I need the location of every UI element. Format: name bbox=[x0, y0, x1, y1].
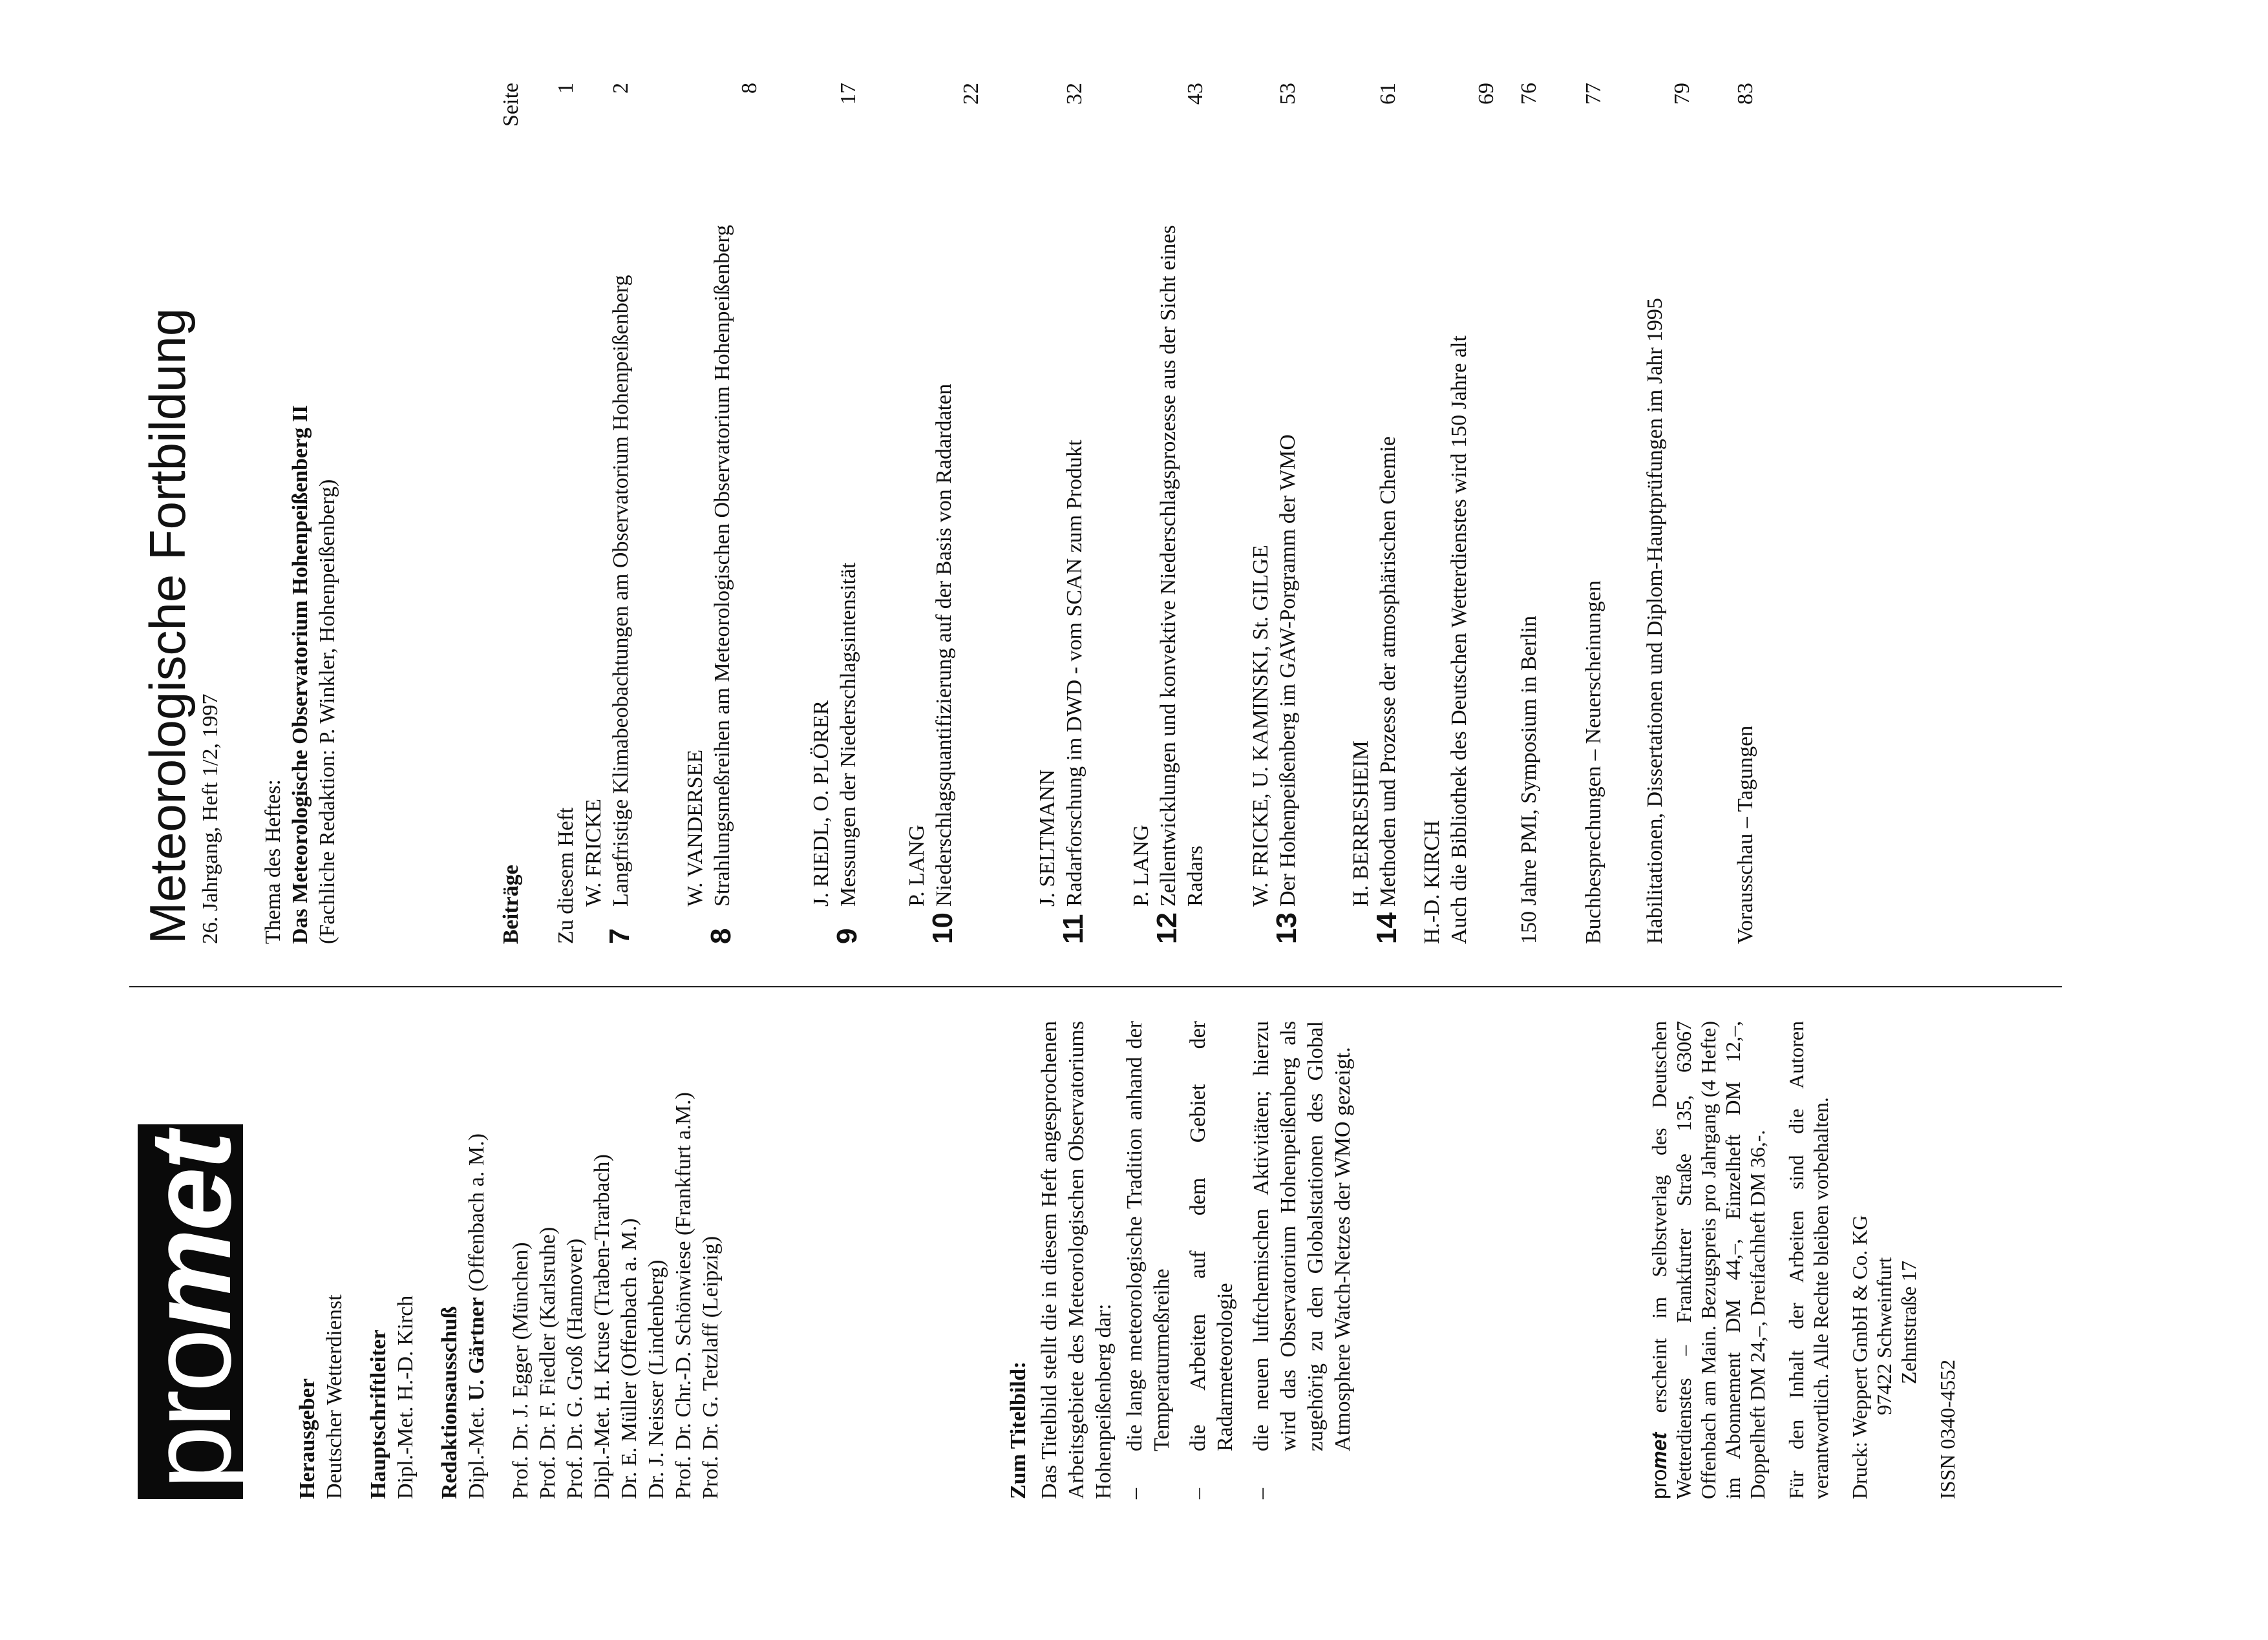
druck-name: Weppert GmbH & Co. KG bbox=[1848, 1215, 1871, 1437]
toc-entry-author: W. FRICKE, U. KAMINSKI, St. GILGE bbox=[1249, 545, 1273, 907]
toc-entry bbox=[1642, 83, 1694, 944]
theme-label: Thema des Heftes: bbox=[261, 779, 285, 944]
masthead bbox=[294, 853, 725, 1499]
logo-pro: pro bbox=[125, 1330, 255, 1489]
titelbild-heading: Zum Titelbild: bbox=[1006, 1361, 1030, 1499]
toc-entry-text: Buchbesprechungen – Neuerscheinungen bbox=[1582, 580, 1606, 944]
board-member: Prof. Dr. F. Fiedler (Karlsruhe) bbox=[536, 1226, 560, 1499]
hauptschriftleiter-label: Hauptschriftleiter bbox=[366, 1329, 390, 1499]
promet-logo bbox=[125, 1124, 255, 1499]
toc-entry-number: 11 bbox=[1057, 914, 1089, 944]
hauptschriftleiter-value: Dipl.-Met. H.-D. Kirch bbox=[394, 1295, 418, 1499]
druck-city: 97422 Schweinfurt bbox=[1872, 1257, 1896, 1415]
toc-entry-page: 22 bbox=[959, 83, 983, 105]
titelbild-list bbox=[1121, 1021, 1357, 1499]
toc-entry-text: Habilitationen, Dissertationen und Diplom-Hauptprüfungen im Jahr 1995 bbox=[1643, 298, 1667, 944]
page-title: Meteorologische Fortbildung bbox=[139, 308, 196, 944]
imprint-brand-met: met bbox=[1648, 1432, 1671, 1469]
toc-entry-author: P. LANG bbox=[905, 825, 929, 907]
redaktion-lead-name: U. Gärtner bbox=[465, 1297, 489, 1401]
toc-entry-author: W. FRICKE bbox=[582, 799, 606, 907]
toc-entry-text: Langfristige Klimabeobachtungen am Observatorium Hohenpeißenberg bbox=[609, 275, 633, 907]
redaktion-lead-place: (Offenbach a. M.) bbox=[465, 1133, 489, 1292]
toc-entry-text: Vorausschau – Tagungen bbox=[1733, 725, 1757, 944]
section-divider-line bbox=[129, 986, 2062, 987]
toc-entry-page: 1 bbox=[554, 83, 578, 94]
list-dash: – bbox=[1123, 1488, 1147, 1499]
toc-entry bbox=[1732, 83, 1759, 944]
toc-entry-page: 43 bbox=[1183, 83, 1207, 105]
toc-entry-page: 32 bbox=[1063, 83, 1086, 105]
issue-theme bbox=[260, 233, 341, 944]
theme-editor: (Fachliche Redaktion: P. Winkler, Hohenpeißenberg) bbox=[315, 479, 339, 944]
toc-entry bbox=[682, 83, 761, 944]
toc-entry-number: 8 bbox=[705, 928, 737, 944]
druck-street: Zehntstraße 17 bbox=[1897, 1260, 1920, 1384]
list-item-text: die neuen luftchemischen Aktivitäten; hierzu wird das Observatorium Hohenpeißenberg als zugehörig zu den Globalstationen des Global Atmosphere Watch-Netzes der WMO gezeigt. bbox=[1249, 1021, 1355, 1451]
list-dash: – bbox=[1249, 1488, 1273, 1499]
toc-entry bbox=[1128, 83, 1209, 944]
redaktion-lead-prefix: Dipl.-Met. bbox=[465, 1406, 489, 1499]
redaktion-lead bbox=[463, 853, 491, 1499]
toc-entry-number: 10 bbox=[927, 912, 959, 944]
toc-entry-number: 7 bbox=[604, 928, 635, 944]
toc-entry-author: J. RIEDL, O. PLÖRER bbox=[809, 700, 833, 907]
issue-line: 26. Jahrgang, Heft 1/2, 1997 bbox=[198, 693, 222, 944]
toc-entry bbox=[1580, 83, 1607, 944]
imprint-issn: ISSN 0340-4552 bbox=[1936, 1359, 1959, 1499]
toc-entry-author: J. SELTMANN bbox=[1035, 769, 1059, 907]
board-member: Prof. Dr. Chr.-D. Schönwiese (Frankfurt a.M.) bbox=[672, 1092, 695, 1499]
imprint bbox=[1647, 1021, 1974, 1499]
list-item bbox=[1248, 1021, 1357, 1499]
imprint-printer bbox=[1847, 1021, 1921, 1499]
editorial-board-group bbox=[436, 853, 491, 1499]
list-item-text: die lange meteorologische Tradition anhand der Temperaturmeßreihe bbox=[1123, 1021, 1174, 1451]
toc-entry-author: H.-D. KIRCH bbox=[1420, 820, 1444, 944]
toc-entry bbox=[1419, 83, 1498, 944]
toc-entry bbox=[1247, 83, 1302, 944]
toc-entry-number: 13 bbox=[1271, 912, 1302, 944]
toc-entry bbox=[580, 83, 635, 944]
toc-entry-text: Radarforschung im DWD - vom SCAN zum Produkt bbox=[1063, 439, 1086, 907]
list-item bbox=[1185, 1021, 1239, 1499]
list-dash: – bbox=[1186, 1488, 1210, 1499]
toc-entry bbox=[553, 83, 580, 944]
toc-entry-text: Auch die Bibliothek des Deutschen Wetterdienstes wird 150 Jahre alt bbox=[1447, 335, 1471, 944]
toc-entry bbox=[1348, 83, 1402, 944]
titelbild-intro: Das Titelbild stellt die in diesem Heft angesprochenen Arbeitsgebiete des Meteorologischen Observatoriums Hohenpeißenberg dar: bbox=[1037, 1021, 1116, 1499]
imprint-rights: Für den Inhalt der Arbeiten sind die Autoren verantwortlich. Alle Rechte bleiben vorbehalten. bbox=[1785, 1021, 1832, 1499]
toc-entry-page: 53 bbox=[1276, 83, 1300, 105]
beitraege-heading: Beiträge bbox=[499, 865, 523, 944]
toc-entry-page: 77 bbox=[1582, 83, 1606, 105]
toc-entry-page: 76 bbox=[1517, 83, 1541, 105]
toc-entry-number: 12 bbox=[1151, 912, 1183, 944]
board-member: Dr. J. Neisser (Lindenberg) bbox=[644, 1259, 668, 1499]
toc-entry-text: Der Hohenpeißenberg im GAW-Porgramm der WMO bbox=[1276, 434, 1300, 907]
toc-entry-text: Messungen der Niederschlagsintensität bbox=[836, 562, 860, 907]
toc-entry-text: 150 Jahre PMI, Symposium in Berlin bbox=[1517, 615, 1541, 944]
toc-entry bbox=[904, 83, 983, 944]
toc-entry-page: 2 bbox=[609, 83, 633, 94]
toc-entry-text: Zu diesem Heft bbox=[554, 807, 578, 944]
toc-entry-text: Strahlungsmeßreihen am Meteorologischen Observatorium Hohenpeißenberg bbox=[710, 225, 734, 907]
cover-description bbox=[1005, 1021, 1366, 1499]
toc-entry-page: 69 bbox=[1474, 83, 1498, 105]
toc-entry-author: P. LANG bbox=[1129, 825, 1153, 907]
board-member: Prof. Dr. G. Groß (Hannover) bbox=[563, 1238, 587, 1499]
toc-entry bbox=[1034, 83, 1088, 944]
publisher-group bbox=[294, 853, 348, 1499]
imprint-brand-pro: pro bbox=[1648, 1469, 1671, 1499]
list-item-text: die Arbeiten auf dem Gebiet der Radarmeteorologie bbox=[1186, 1021, 1237, 1451]
toc-entry-page: 61 bbox=[1376, 83, 1400, 105]
toc-entry bbox=[1516, 83, 1543, 944]
list-item bbox=[1121, 1021, 1176, 1499]
logo-met: met bbox=[125, 1134, 255, 1331]
toc-entry-page: 83 bbox=[1733, 83, 1757, 105]
toc-entry-text: Zellentwicklungen und konvektive Niederschlagsprozesse aus der Sicht eines Radars bbox=[1156, 225, 1207, 907]
herausgeber-label: Herausgeber bbox=[295, 1378, 319, 1499]
toc-entry-author: H. BERRESHEIM bbox=[1349, 741, 1373, 907]
imprint-erscheint: erscheint im Selbstverlag des Deutschen Wetterdienstes – Frankfurter Straße 135, 63067 Offenbach am Main. Bezugspreis pro Jahrgang (4 Hefte) im Abonnement DM 44,–, Einzelheft DM 12,–, Doppelheft DM 24,–, Dreifachheft DM 36,-. bbox=[1648, 1020, 1769, 1499]
board-member: Prof. Dr. G. Tetzlaff (Leipzig) bbox=[699, 1235, 723, 1499]
board-member: Dipl.-Met. H. Kruse (Traben-Trarbach) bbox=[590, 1154, 614, 1499]
toc-entry-text: Methoden und Prozesse der atmosphärischen Chemie bbox=[1376, 436, 1400, 907]
board-member: Dr. E. Müller (Offenbach a. M.) bbox=[617, 1218, 641, 1499]
toc-entry-author: W. VANDERSEE bbox=[683, 749, 707, 907]
seite-heading: Seite bbox=[499, 83, 523, 127]
chief-editor-group bbox=[365, 853, 419, 1499]
toc-entry bbox=[808, 83, 862, 944]
herausgeber-value: Deutscher Wetterdienst bbox=[323, 1294, 346, 1499]
toc-entry-number: 9 bbox=[831, 928, 863, 944]
druck-label: Druck: bbox=[1848, 1442, 1871, 1499]
toc-entry-page: 79 bbox=[1670, 83, 1694, 105]
toc-entry-page: 17 bbox=[836, 83, 860, 105]
imprint-publication bbox=[1647, 1021, 1770, 1499]
board-member: Prof. Dr. J. Egger (München) bbox=[509, 1242, 533, 1499]
toc-entry-page: 8 bbox=[737, 83, 761, 94]
theme-title: Das Meteorologische Observatorium Hohenpeißenberg II bbox=[288, 405, 312, 944]
toc-entry-number: 14 bbox=[1371, 912, 1403, 944]
board-members bbox=[507, 853, 725, 1499]
toc-entry-text: Niederschlagsquantifizierung auf der Basis von Radardaten bbox=[932, 383, 956, 907]
redaktion-label: Redaktionsausschuß bbox=[438, 1306, 461, 1499]
imprint-brand bbox=[1648, 1433, 1671, 1499]
